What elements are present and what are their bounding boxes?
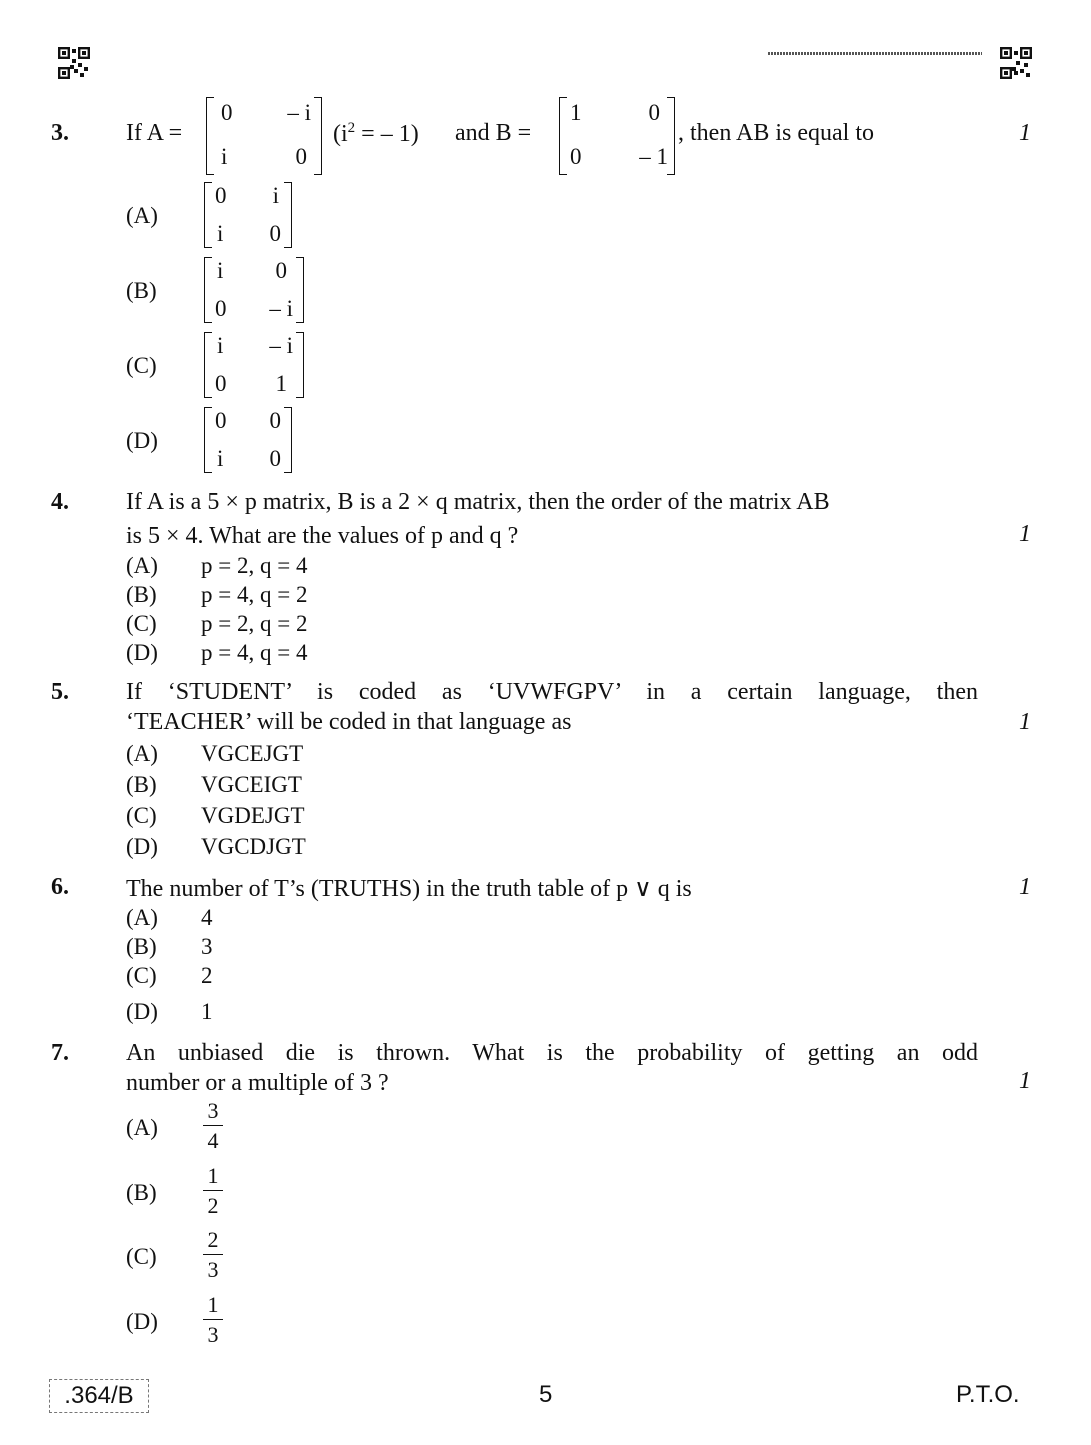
q3-condition-superscript: 2: [347, 120, 356, 136]
option-text: p = 2, q = 2: [201, 611, 308, 636]
option-matrix: [204, 257, 304, 323]
matrix-b: [559, 97, 675, 175]
option-label: (A): [126, 553, 158, 578]
option-label: (D): [126, 999, 158, 1024]
marks: 1: [1019, 120, 1031, 146]
option-label: (C): [126, 1244, 157, 1269]
option-label: (D): [126, 834, 158, 859]
marks: 1: [1019, 1068, 1031, 1094]
option-label: (B): [126, 582, 157, 607]
question-stem: The number of T’s (TRUTHS) in the truth table of p ∨ q is: [126, 876, 692, 902]
option-label: (C): [126, 963, 157, 988]
fraction-numerator: 1: [207, 1292, 219, 1317]
matrix-cell: i: [221, 144, 228, 169]
option-text: VGCEJGT: [201, 741, 304, 766]
matrix-cell: – i: [287, 100, 311, 125]
fraction-numerator: 3: [207, 1098, 219, 1123]
option-label: (B): [126, 934, 157, 959]
option-fraction: [203, 1099, 223, 1153]
matrix-cell: 0: [215, 296, 227, 321]
stem-line: ‘TEACHER’ will be coded in that language as: [126, 709, 572, 735]
option-text: VGDEJGT: [201, 803, 305, 828]
q3-condition: [333, 120, 419, 148]
fraction-denominator: 4: [203, 1125, 223, 1153]
marks: 1: [1019, 521, 1031, 547]
matrix-cell: 0: [269, 408, 281, 433]
option-label: (A): [126, 905, 158, 930]
qr-code-left: [58, 47, 90, 79]
option-label: (D): [126, 640, 158, 665]
question-number: 4.: [51, 489, 69, 515]
option-fraction: [203, 1293, 223, 1347]
marks: 1: [1019, 874, 1031, 900]
option-label: (D): [126, 428, 158, 453]
question-number: 6.: [51, 874, 69, 900]
option-label: (A): [126, 1115, 158, 1140]
option-label: (A): [126, 203, 158, 228]
q3-and-b: and B =: [455, 120, 532, 146]
qr-code-right: [1000, 47, 1032, 79]
question-stem: [126, 677, 978, 737]
stem-line: number or a multiple of 3 ?: [126, 1070, 389, 1096]
option-label: (B): [126, 1180, 157, 1205]
matrix-cell: 0: [221, 100, 233, 125]
matrix-cell: 1: [570, 100, 582, 125]
matrix-cell: i: [272, 183, 279, 208]
matrix-cell: i: [217, 258, 224, 283]
option-matrix: [204, 332, 304, 398]
matrix-cell: 0: [648, 100, 660, 125]
matrix-cell: 0: [215, 408, 227, 433]
fraction-denominator: 3: [203, 1319, 223, 1347]
option-text: 3: [201, 934, 213, 959]
option-text: 2: [201, 963, 213, 988]
question-stem: [126, 1038, 978, 1098]
option-fraction: [203, 1228, 223, 1282]
fraction-denominator: 3: [203, 1254, 223, 1282]
matrix-a: [206, 97, 322, 175]
fraction-denominator: 2: [203, 1190, 223, 1218]
matrix-cell: – i: [269, 296, 293, 321]
marks: 1: [1019, 709, 1031, 735]
matrix-cell: 1: [275, 371, 287, 396]
page-number: 5: [539, 1381, 553, 1408]
stem-line: If A is a 5 × p matrix, B is a 2 × q matrix, then the order of the matrix AB: [126, 489, 830, 515]
option-text: p = 4, q = 4: [201, 640, 308, 665]
matrix-cell: – i: [269, 333, 293, 358]
matrix-cell: 0: [275, 258, 287, 283]
micro-text-line: [768, 52, 982, 55]
option-text: 1: [201, 999, 213, 1024]
option-label: (C): [126, 611, 157, 636]
question-number: 3.: [51, 120, 69, 146]
option-matrix: [204, 407, 292, 473]
matrix-cell: 0: [269, 221, 281, 246]
option-matrix: [204, 182, 292, 248]
option-text: p = 2, q = 4: [201, 553, 308, 578]
stem-line: An unbiased die is thrown. What is the probability of getting an odd: [126, 1040, 978, 1066]
matrix-cell: 0: [295, 144, 307, 169]
fraction-numerator: 1: [207, 1163, 219, 1188]
option-label: (D): [126, 1309, 158, 1334]
pto-label: P.T.O.: [956, 1381, 1020, 1408]
q3-condition-text: (i: [333, 121, 348, 147]
fraction-numerator: 2: [207, 1227, 219, 1252]
matrix-cell: – 1: [639, 144, 668, 169]
matrix-cell: i: [217, 446, 224, 471]
option-text: 4: [201, 905, 213, 930]
matrix-cell: i: [217, 333, 224, 358]
option-text: p = 4, q = 2: [201, 582, 308, 607]
q3-stem-if-a: If A =: [126, 120, 183, 146]
matrix-cell: 0: [215, 371, 227, 396]
question-number: 5.: [51, 679, 69, 705]
matrix-cell: 0: [570, 144, 582, 169]
matrix-cell: 0: [215, 183, 227, 208]
option-label: (B): [126, 278, 157, 303]
matrix-cell: 0: [269, 446, 281, 471]
option-label: (B): [126, 772, 157, 797]
option-fraction: [203, 1164, 223, 1218]
stem-line: If ‘STUDENT’ is coded as ‘UVWFGPV’ in a certain language, then: [126, 679, 978, 705]
option-label: (C): [126, 803, 157, 828]
q3-then: , then AB is equal to: [678, 120, 874, 146]
question-number: 7.: [51, 1040, 69, 1066]
option-label: (A): [126, 741, 158, 766]
option-text: VGCDJGT: [201, 834, 306, 859]
stem-line: is 5 × 4. What are the values of p and q ?: [126, 523, 519, 549]
question-stem: [126, 487, 978, 551]
option-text: VGCEIGT: [201, 772, 302, 797]
paper-code: .364/B: [49, 1379, 149, 1413]
q3-condition-rest: = – 1): [355, 121, 419, 147]
option-label: (C): [126, 353, 157, 378]
matrix-cell: i: [217, 221, 224, 246]
